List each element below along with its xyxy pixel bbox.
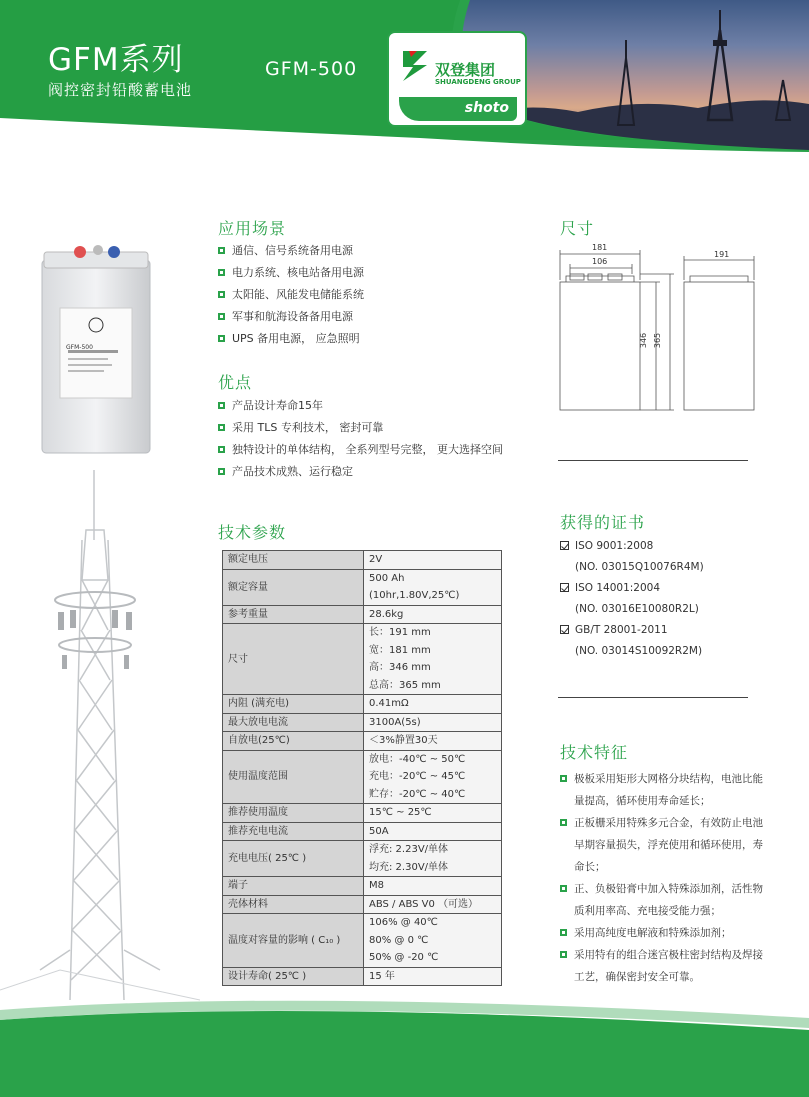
table-row <box>223 624 502 695</box>
spec-value-line: 50A <box>369 825 389 837</box>
spec-value-line: 28.6kg <box>369 608 404 620</box>
application-list <box>218 244 364 354</box>
spec-key: 参考重量 <box>223 605 364 624</box>
list-item: 正、负极铅膏中加入特殊添加剂，活性物质利用率高、充电接受能力强； <box>560 878 770 922</box>
checkbox-icon <box>560 583 569 592</box>
footer-green-shape <box>0 990 809 1097</box>
list-item: 采用 TLS 专利技术， 密封可靠 <box>218 421 503 434</box>
certificate-number: (NO. 03016E10080R2L) <box>575 603 699 615</box>
spec-value-line: 3100A(5s) <box>369 716 421 728</box>
page-subtitle: 阀控密封铅酸蓄电池 <box>48 81 193 99</box>
list-item: UPS 备用电源， 应急照明 <box>218 332 364 345</box>
divider <box>558 697 748 698</box>
spec-value-line: 总高：365 mm <box>369 679 441 691</box>
list-item: 太阳能、风能发电储能系统 <box>218 288 364 301</box>
certificate-item <box>560 582 704 595</box>
table-row <box>223 750 502 804</box>
certificate-number: (NO. 03015Q10076R4M) <box>575 561 704 573</box>
spec-value-line: 0.41mΩ <box>369 698 409 709</box>
dim-width-inner: 106 <box>592 257 608 266</box>
spec-value-line: 高：346 mm <box>369 662 431 673</box>
spec-value <box>364 713 502 732</box>
specs-title: 技术参数 <box>218 523 287 542</box>
spec-key: 推荐使用温度 <box>223 804 364 823</box>
table-row <box>223 695 502 714</box>
table-row <box>223 967 502 986</box>
spec-key: 内阻 (满充电) <box>223 695 364 714</box>
advantages-title: 优点 <box>218 373 253 392</box>
checkbox-icon <box>560 541 569 550</box>
table-row <box>223 914 502 968</box>
spec-value-line: 2V <box>369 554 383 565</box>
spec-value <box>364 877 502 896</box>
table-row <box>223 732 502 751</box>
list-item: 采用高纯度电解液和特殊添加剂； <box>560 922 770 944</box>
model-name: GFM-500 <box>265 58 358 80</box>
spec-table <box>222 550 502 986</box>
list-item: 产品技术成熟、运行稳定 <box>218 465 503 478</box>
spec-value <box>364 569 502 605</box>
dimension-drawing-icon <box>556 240 756 420</box>
table-row <box>223 804 502 823</box>
spec-key: 最大放电电流 <box>223 713 364 732</box>
list-item: 独特设计的单体结构， 全系列型号完整， 更大选择空间 <box>218 443 503 456</box>
spec-value <box>364 967 502 986</box>
checkbox-icon <box>560 625 569 634</box>
list-item: 产品设计寿命15年 <box>218 399 503 412</box>
spec-value-line: 15℃ ~ 25℃ <box>369 807 432 818</box>
spec-value-line: 长：191 mm <box>369 627 431 638</box>
spec-value-line: ＜3%静置30天 <box>369 735 438 746</box>
table-row <box>223 569 502 605</box>
table-row <box>223 605 502 624</box>
features-title: 技术特征 <box>560 743 629 762</box>
spec-value-line: 贮存：-20℃ ~ 40℃ <box>369 788 466 800</box>
header-banner <box>0 0 809 160</box>
dim-height-total: 365 <box>653 332 663 349</box>
logo-english: SHUANGDENG GROUP <box>435 78 521 86</box>
spec-value <box>364 804 502 823</box>
spec-key: 设计寿命( 25℃ ) <box>223 967 364 986</box>
spec-key: 壳体材料 <box>223 895 364 914</box>
certificate-number: (NO. 03014S10092R2M) <box>575 645 703 657</box>
divider <box>558 460 748 461</box>
spec-value <box>364 695 502 714</box>
spec-value-line: 充电：-20℃ ~ 45℃ <box>369 771 466 782</box>
list-item: 采用特有的组合迷宫极柱密封结构及焊接工艺，确保密封安全可靠。 <box>560 944 770 988</box>
spec-value-line: 宽：181 mm <box>369 644 431 656</box>
spec-key: 自放电(25℃) <box>223 732 364 751</box>
shuangdeng-logo <box>387 31 527 127</box>
dim-width-total: 181 <box>592 243 608 252</box>
spec-value-line: 浮充: 2.23V/单体 <box>369 844 449 855</box>
certificate-name: GB/T 28001-2011 <box>575 624 668 636</box>
spec-value <box>364 914 502 968</box>
certificates-title: 获得的证书 <box>560 513 646 532</box>
list-item: 军事和航海设备备用电源 <box>218 310 364 323</box>
spec-value-line: 15 年 <box>369 970 395 982</box>
certificate-list <box>560 540 704 666</box>
spec-value-line: 放电：-40℃ ~ 50℃ <box>369 753 466 765</box>
logo-mark-icon <box>399 47 431 85</box>
spec-value <box>364 605 502 624</box>
certificate-item <box>560 624 704 637</box>
spec-value <box>364 841 502 877</box>
logo-chinese: 双登集团 <box>435 61 496 79</box>
list-item: 极板采用矩形大网格分块结构，电池比能量提高，循环使用寿命延长； <box>560 768 770 812</box>
table-row <box>223 877 502 896</box>
spec-key: 额定电压 <box>223 551 364 570</box>
lattice-tower-icon <box>0 470 200 1030</box>
table-row <box>223 551 502 570</box>
spec-key: 充电电压( 25℃ ) <box>223 841 364 877</box>
spec-value <box>364 624 502 695</box>
spec-value-line: M8 <box>369 880 384 891</box>
logo-brand: shoto <box>399 97 517 121</box>
battery-photo <box>40 240 152 455</box>
table-row <box>223 841 502 877</box>
table-row <box>223 822 502 841</box>
spec-value <box>364 732 502 751</box>
certificate-name: ISO 9001:2008 <box>575 540 654 552</box>
spec-key: 使用温度范围 <box>223 750 364 804</box>
spec-value-line: 均充: 2.30V/单体 <box>369 861 449 873</box>
application-title: 应用场景 <box>218 219 287 238</box>
battery-label: GFM-500 <box>66 344 93 351</box>
table-row <box>223 895 502 914</box>
spec-value <box>364 551 502 570</box>
spec-value <box>364 822 502 841</box>
spec-value-line: ABS / ABS V0 （可选） <box>369 898 479 910</box>
spec-value-line: 80% @ 0 ℃ <box>369 934 429 946</box>
spec-value-line: 106% @ 40℃ <box>369 917 438 928</box>
certificate-name: ISO 14001:2004 <box>575 582 661 594</box>
spec-key: 推荐充电电流 <box>223 822 364 841</box>
table-row <box>223 713 502 732</box>
dim-depth: 191 <box>714 250 730 259</box>
certificate-item <box>560 540 704 553</box>
spec-value-line: 500 Ah (10hr,1.80V,25℃) <box>369 572 460 601</box>
list-item: 通信、信号系统备用电源 <box>218 244 364 257</box>
spec-key: 尺寸 <box>223 624 364 695</box>
spec-key: 额定容量 <box>223 569 364 605</box>
dimensions-title: 尺寸 <box>560 219 595 238</box>
list-item: 正板栅采用特殊多元合金，有效防止电池早期容量损失，浮充使用和循环使用，寿命长； <box>560 812 770 878</box>
list-item: 电力系统、核电站备用电源 <box>218 266 364 279</box>
dimension-drawing <box>556 240 756 420</box>
battery-icon <box>40 240 152 455</box>
features-list <box>560 768 770 988</box>
spec-value <box>364 895 502 914</box>
page-title: GFM系列 <box>48 42 184 78</box>
spec-value <box>364 750 502 804</box>
spec-key: 端子 <box>223 877 364 896</box>
spec-value-line: 50% @ -20 ℃ <box>369 952 439 963</box>
dim-height-body: 346 <box>639 332 649 349</box>
spec-key: 温度对容量的影响 ( C₁₀ ) <box>223 914 364 968</box>
advantages-list <box>218 399 503 487</box>
